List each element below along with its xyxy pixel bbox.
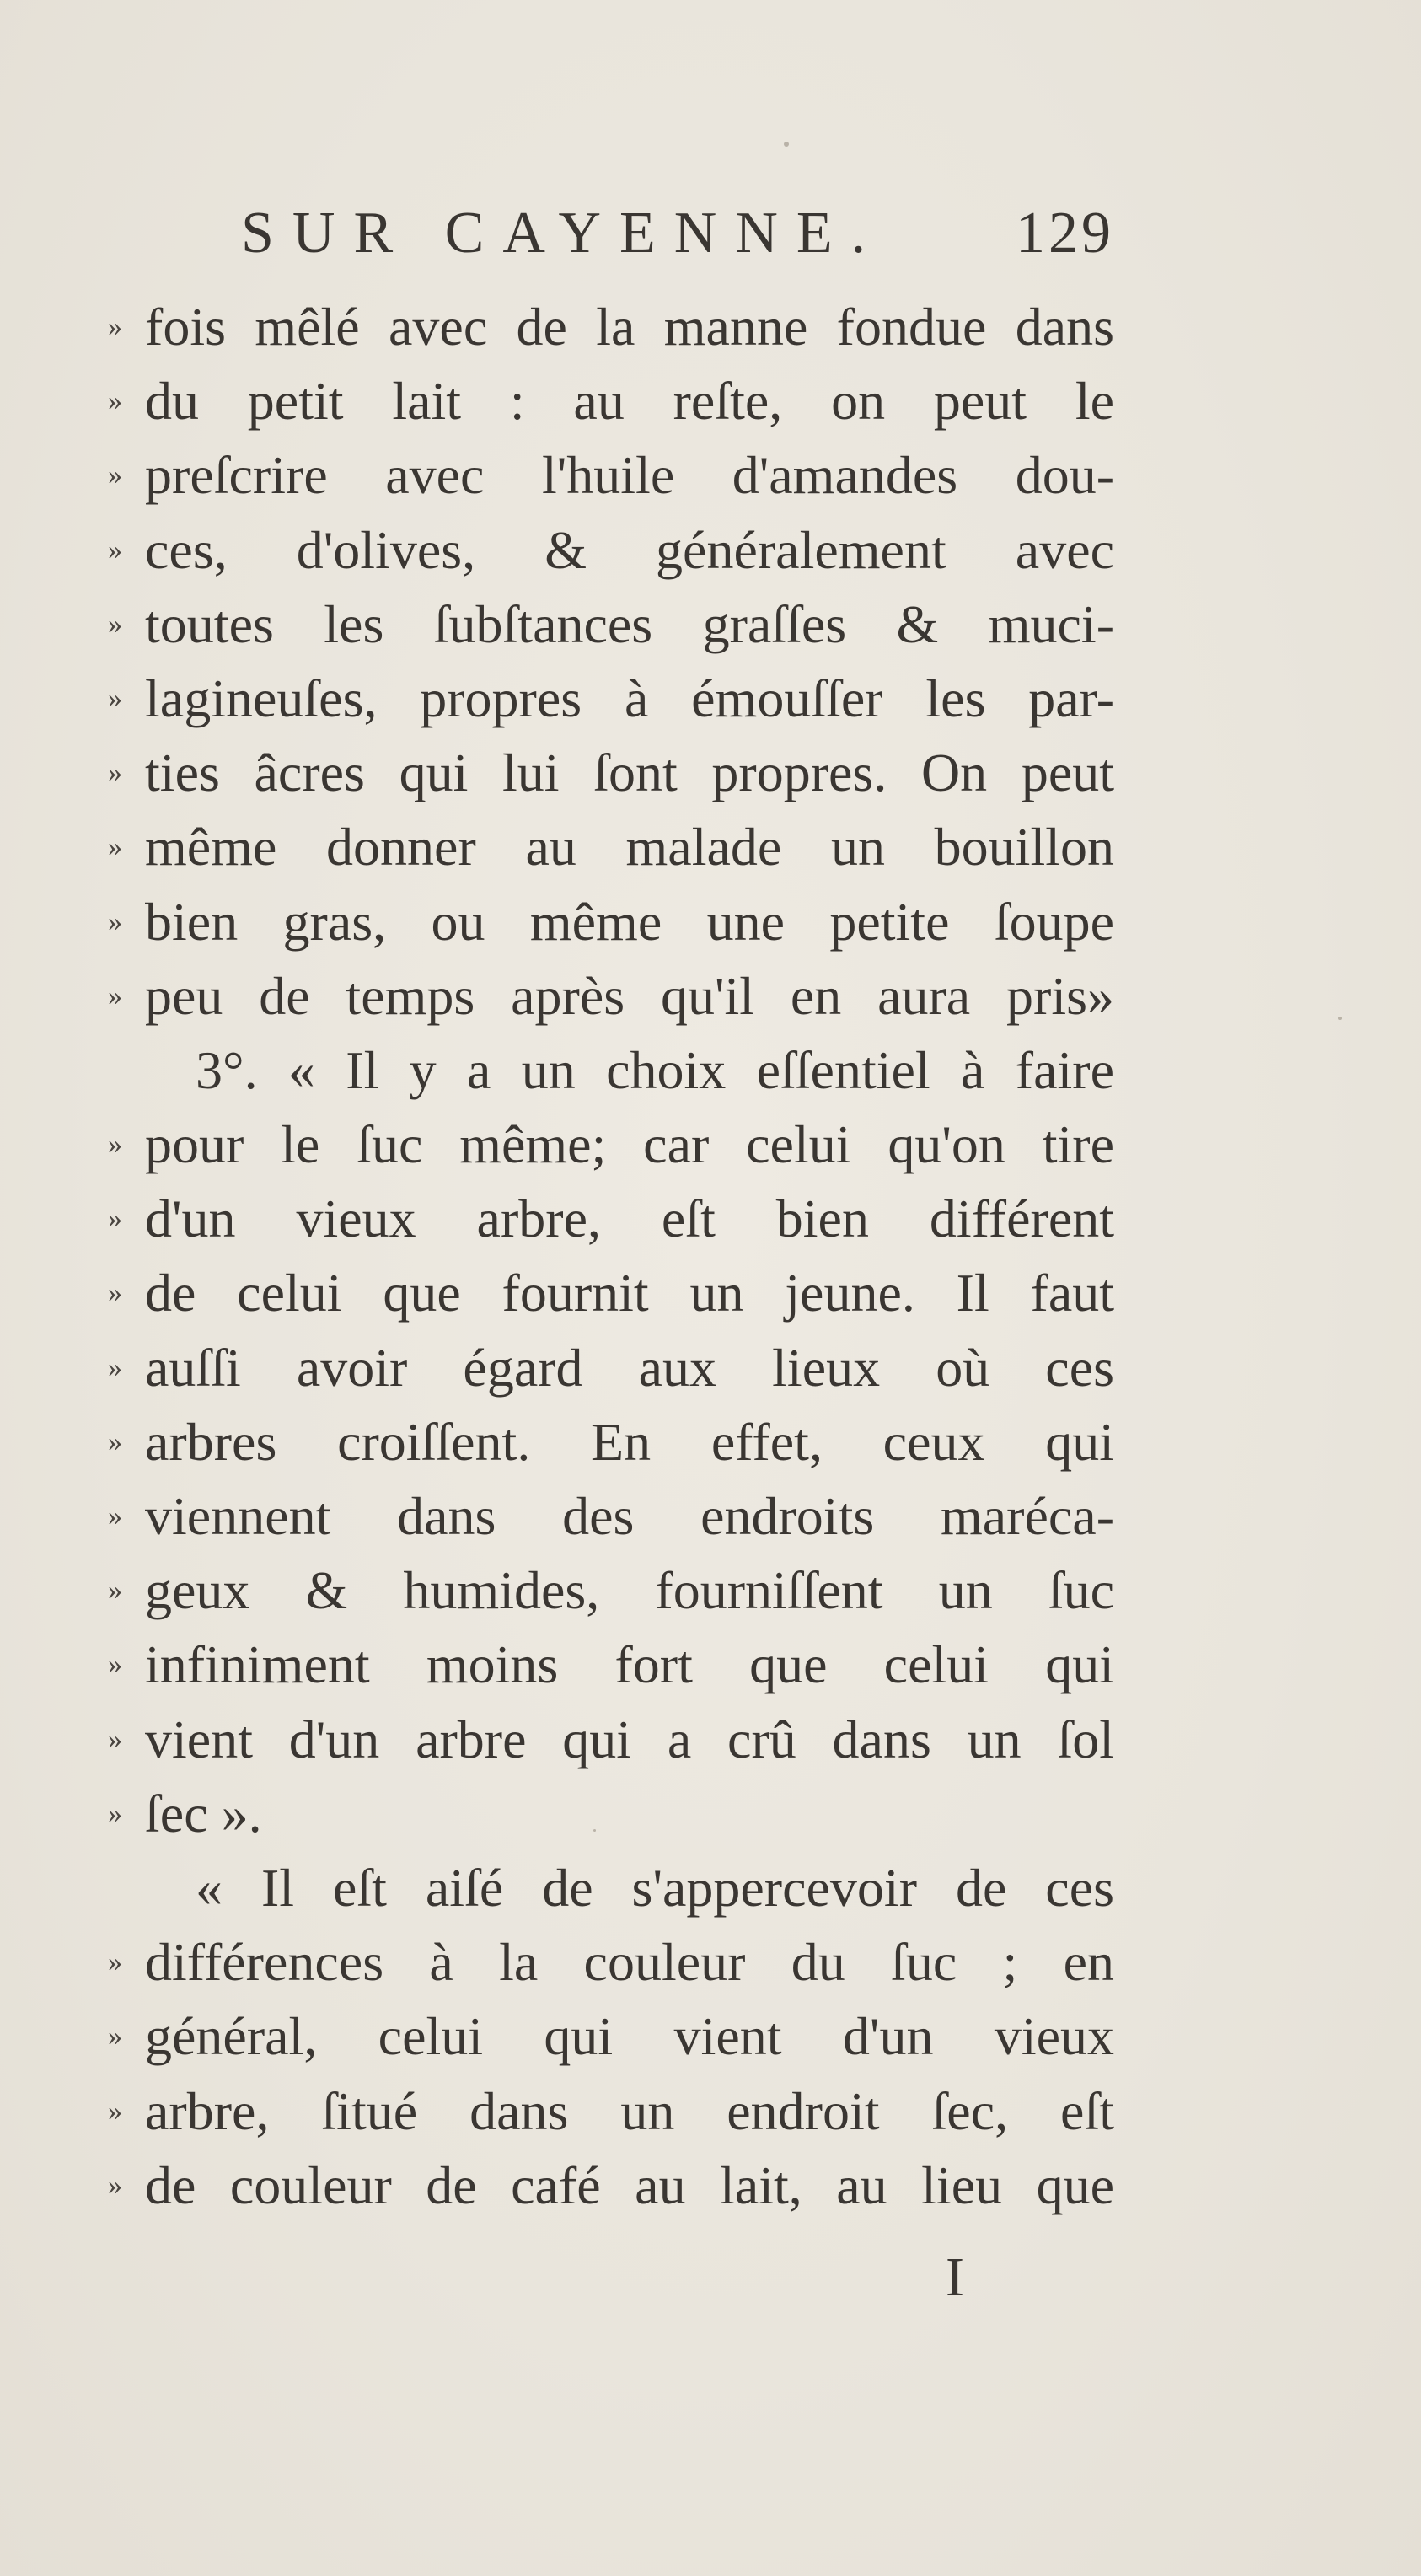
continuation-quote-mark: » [108, 608, 122, 640]
line-text: 3°. « Il y a un choix eſſentiel à faire [196, 1039, 1114, 1100]
text-line [108, 513, 1119, 588]
continuation-quote-mark: » [108, 534, 122, 566]
line-text: preſcrire avec l'huile d'amandes dou- [145, 445, 1114, 506]
continuation-quote-mark: » [108, 1500, 122, 1532]
line-text: d'un vieux arbre, eſt bien différent [145, 1189, 1114, 1249]
continuation-quote-mark: » [108, 905, 122, 937]
line-text: de couleur de café au lait, au lieu que [145, 2155, 1114, 2215]
continuation-quote-mark: » [108, 2095, 122, 2127]
continuation-quote-mark: » [108, 311, 122, 342]
line-text: fois mêlé avec de la manne fondue dans [145, 297, 1114, 357]
line-text: auſſi avoir égard aux lieux où ces [145, 1337, 1114, 1398]
signature-mark: I [946, 2246, 964, 2308]
text-line [108, 588, 1119, 662]
text-line [108, 364, 1119, 438]
line-text: lagineuſes, propres à émouſſer les par- [145, 668, 1114, 728]
line-text: pour le ſuc même; car celui qu'on tire [145, 1114, 1114, 1175]
line-text: ties âcres qui lui ſont propres. On peut [145, 743, 1114, 803]
continuation-quote-mark: » [108, 1351, 122, 1383]
continuation-quote-mark: » [108, 1425, 122, 1457]
continuation-quote-mark: » [108, 757, 122, 789]
continuation-quote-mark: » [108, 831, 122, 863]
text-line [108, 438, 1119, 513]
line-text: arbre, ſitué dans un endroit ſec, eſt [145, 2080, 1114, 2141]
text-line [108, 1182, 1119, 1256]
text-line [108, 736, 1119, 810]
continuation-quote-mark: » [108, 1723, 122, 1755]
text-line [108, 2074, 1119, 2149]
continuation-quote-mark: » [108, 979, 122, 1012]
line-text: arbres croiſſent. En effet, ceux qui [145, 1411, 1114, 1472]
text-line [108, 1405, 1119, 1479]
continuation-quote-mark: » [108, 1797, 122, 1829]
text-line [108, 1777, 1119, 1851]
page-number: 129 [1016, 201, 1114, 266]
line-text: viennent dans des endroits maréca- [145, 1486, 1114, 1546]
line-text: « Il eſt aiſé de s'appercevoir de ces [196, 1857, 1114, 1918]
running-head: SUR CAYENNE. [241, 201, 885, 266]
text-line [108, 1628, 1119, 1702]
continuation-quote-mark: » [108, 1129, 122, 1161]
text-line [108, 1999, 1119, 2074]
text-line [108, 885, 1119, 959]
line-text: toutes les ſubſtances graſſes & muci- [145, 593, 1114, 654]
continuation-quote-mark: » [108, 2021, 122, 2053]
paper-speck [1338, 1017, 1342, 1020]
line-text: infiniment moins fort que celui qui [145, 1634, 1114, 1695]
text-line [108, 1554, 1119, 1628]
line-text: différences à la couleur du ſuc ; en [145, 1932, 1114, 1993]
continuation-quote-mark: » [108, 1946, 122, 1978]
continuation-quote-mark: » [108, 2169, 122, 2201]
line-text: ces, d'olives, & généralement avec [145, 519, 1114, 580]
line-text: bien gras, ou même une petite ſoupe [145, 891, 1114, 952]
paper-speck [593, 1829, 596, 1832]
text-line [108, 662, 1119, 736]
text-line [108, 1925, 1119, 1999]
line-text: peu de temps après qu'il en aura pris» [145, 965, 1114, 1026]
line-text: général, celui qui vient d'un vieux [145, 2006, 1114, 2067]
text-line [108, 290, 1119, 364]
line-text: même donner au malade un bouillon [145, 817, 1114, 877]
continuation-quote-mark: » [108, 385, 122, 417]
text-line [108, 1479, 1119, 1554]
text-line [108, 1256, 1119, 1330]
line-text: du petit lait : au reſte, on peut le [145, 371, 1114, 432]
continuation-quote-mark: » [108, 1649, 122, 1681]
line-text: geux & humides, fourniſſent un ſuc [145, 1560, 1114, 1621]
line-text: vient d'un arbre qui a crû dans un ſol [145, 1709, 1114, 1769]
continuation-quote-mark: » [108, 1203, 122, 1235]
text-line [108, 959, 1119, 1033]
body-text [108, 290, 1119, 2223]
text-line [108, 2149, 1119, 2223]
continuation-quote-mark: » [108, 459, 122, 491]
line-text: de celui que fournit un jeune. Il faut [145, 1263, 1114, 1323]
continuation-quote-mark: » [108, 682, 122, 714]
text-line [108, 810, 1119, 884]
text-line [108, 1108, 1119, 1182]
line-text: ſec ». [145, 1783, 262, 1843]
page-header [241, 196, 1114, 271]
paragraph-start-line [108, 1851, 1119, 1925]
text-line [108, 1331, 1119, 1405]
paragraph-start-line [108, 1033, 1119, 1108]
paper-speck [784, 142, 789, 147]
continuation-quote-mark: » [108, 1277, 122, 1309]
text-line [108, 1703, 1119, 1777]
continuation-quote-mark: » [108, 1575, 122, 1607]
